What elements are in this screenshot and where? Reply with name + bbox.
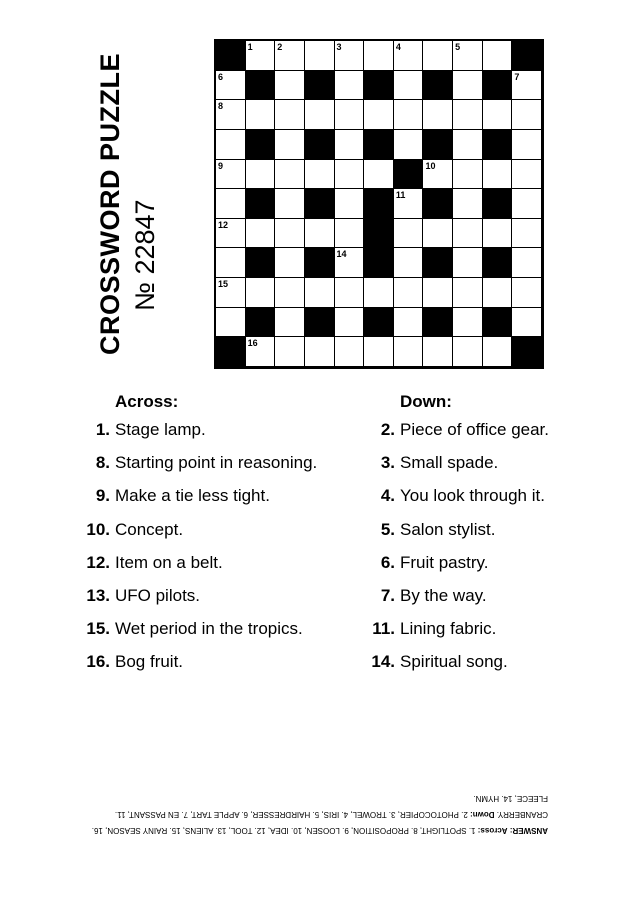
grid-cell[interactable]: [453, 248, 483, 278]
cell-number: 7: [514, 71, 520, 82]
puzzle-title: CROSSWORD PUZZLE: [95, 53, 125, 355]
clue-text: You look through it.: [400, 486, 545, 506]
clue-text: Stage lamp.: [115, 420, 206, 439]
grid-cell[interactable]: [305, 278, 335, 308]
grid-cell[interactable]: [275, 160, 305, 190]
grid-cell[interactable]: [364, 100, 394, 130]
grid-cell[interactable]: [246, 160, 276, 190]
black-cell: [423, 130, 453, 160]
grid-cell[interactable]: [394, 100, 424, 130]
grid-cell[interactable]: [335, 219, 365, 249]
grid-cell[interactable]: [512, 278, 542, 308]
grid-cell[interactable]: [216, 308, 246, 338]
black-cell: [512, 41, 542, 71]
cell-number: 12: [218, 219, 229, 230]
down-clue: [355, 652, 605, 685]
grid-cell[interactable]: [512, 219, 542, 249]
clue-text: Make a tie less tight.: [115, 486, 270, 506]
clue-text: Bog fruit.: [115, 652, 184, 672]
grid-cell[interactable]: [512, 308, 542, 338]
grid-cell[interactable]: [453, 278, 483, 308]
grid-cell[interactable]: [394, 248, 424, 278]
grid-cell[interactable]: [423, 278, 453, 308]
black-cell: [483, 308, 513, 338]
grid-cell[interactable]: [453, 41, 483, 71]
grid-cell[interactable]: [216, 248, 246, 278]
grid-cell[interactable]: [305, 337, 335, 367]
grid-cell[interactable]: [305, 41, 335, 71]
grid-cell[interactable]: [394, 189, 424, 219]
grid-cell[interactable]: [335, 337, 365, 367]
grid-cell[interactable]: [512, 248, 542, 278]
grid-cell[interactable]: [483, 41, 513, 71]
across-clue: [70, 652, 360, 685]
grid-cell[interactable]: [216, 278, 246, 308]
black-cell: [512, 337, 542, 367]
clue-text: Item on a belt.: [115, 552, 223, 572]
cell-number: 14: [336, 249, 347, 260]
black-cell: [305, 189, 335, 219]
cell-number: 13: [366, 219, 377, 230]
grid-cell[interactable]: [423, 160, 453, 190]
answer-across-text: 1. SPOTLIGHT, 8. PROPOSITION, 9. LOOSEN, 10. IDEA, 12. TOOL, 13. ALIENS, 15. RAINY SEASON, 16. CRANBERRY.: [91, 810, 548, 835]
clue-number: 12.: [86, 552, 110, 572]
grid-cell[interactable]: [394, 308, 424, 338]
clue-number: 11.: [372, 619, 395, 639]
grid-cell[interactable]: [453, 337, 483, 367]
black-cell: [246, 189, 276, 219]
down-clue: [355, 420, 605, 453]
down-clue: [355, 619, 605, 652]
grid-cell[interactable]: [512, 130, 542, 160]
black-cell: [364, 71, 394, 101]
grid-cell[interactable]: [335, 100, 365, 130]
cell-number: 10: [425, 160, 436, 171]
grid-cell[interactable]: [335, 130, 365, 160]
clue-text: Spiritual song.: [400, 652, 508, 672]
grid-cell[interactable]: [453, 219, 483, 249]
clue-number: 1.: [95, 420, 110, 439]
black-cell: [364, 248, 394, 278]
grid-cell[interactable]: [335, 278, 365, 308]
clue-number: 10.: [86, 519, 110, 539]
cell-number: 2: [277, 42, 283, 52]
across-clue: [70, 586, 360, 619]
black-cell: [246, 248, 276, 278]
down-clue: [355, 553, 605, 586]
black-cell: [364, 219, 394, 249]
clue-text: Starting point in reasoning.: [115, 453, 318, 473]
clue-number: 4.: [380, 486, 395, 506]
clue-text: Small spade.: [400, 453, 499, 473]
grid-cell[interactable]: [275, 100, 305, 130]
clue-number: 15.: [86, 619, 110, 639]
across-clues: [70, 392, 360, 686]
cell-number: 15: [218, 279, 229, 290]
cell-number: 6: [218, 71, 224, 82]
black-cell: [305, 71, 335, 101]
cell-number: 4: [395, 42, 401, 52]
black-cell: [216, 337, 246, 367]
cell-number: 1: [247, 42, 253, 52]
grid-cell[interactable]: [483, 160, 513, 190]
clue-text: Wet period in the tropics.: [115, 619, 303, 639]
black-cell: [305, 248, 335, 278]
black-cell: [246, 71, 276, 101]
black-cell: [394, 160, 424, 190]
grid-cell[interactable]: [453, 308, 483, 338]
grid-cell[interactable]: [335, 71, 365, 101]
grid-cell[interactable]: [394, 71, 424, 101]
black-cell: [246, 130, 276, 160]
across-clue: [70, 520, 360, 553]
grid-cell[interactable]: [216, 100, 246, 130]
grid-cell[interactable]: [394, 219, 424, 249]
black-cell: [364, 308, 394, 338]
black-cell: [364, 189, 394, 219]
across-clue: [70, 486, 360, 519]
grid-cell[interactable]: [423, 41, 453, 71]
answer-down-label: Down:: [470, 810, 495, 819]
clue-text: Concept.: [115, 519, 184, 539]
black-cell: [483, 189, 513, 219]
grid-cell[interactable]: [394, 41, 424, 71]
black-cell: [246, 308, 276, 338]
clue-number: 2.: [380, 420, 395, 439]
black-cell: [305, 130, 335, 160]
clue-text: UFO pilots.: [115, 585, 201, 605]
clue-number: 13.: [86, 585, 110, 605]
grid-cell[interactable]: [335, 308, 365, 338]
grid-cell[interactable]: [335, 160, 365, 190]
grid-cell[interactable]: [275, 337, 305, 367]
black-cell: [483, 71, 513, 101]
across-clue: [70, 420, 360, 453]
grid-cell[interactable]: [335, 189, 365, 219]
answer-across-label: Across:: [477, 826, 508, 835]
grid-cell[interactable]: [305, 219, 335, 249]
grid-cell[interactable]: [335, 41, 365, 71]
cell-number: 8: [218, 101, 224, 112]
grid-cell[interactable]: [246, 219, 276, 249]
clue-text: Salon stylist.: [400, 519, 496, 539]
grid-cell[interactable]: [483, 278, 513, 308]
down-clue: [355, 453, 605, 486]
black-cell: [423, 308, 453, 338]
grid-cell[interactable]: [394, 278, 424, 308]
grid-cell[interactable]: [364, 278, 394, 308]
clue-number: 14.: [371, 652, 395, 672]
grid-cell[interactable]: [305, 100, 335, 130]
grid-cell[interactable]: [453, 160, 483, 190]
grid-cell[interactable]: [364, 41, 394, 71]
grid-cell[interactable]: [453, 100, 483, 130]
clue-number: 8.: [95, 453, 110, 473]
clue-number: 5.: [380, 519, 395, 539]
grid-cell[interactable]: [246, 337, 276, 367]
grid-cell[interactable]: [483, 100, 513, 130]
cell-number: 3: [336, 42, 342, 52]
black-cell: [483, 130, 513, 160]
clue-text: Fruit pastry.: [400, 552, 489, 572]
clue-number: 9.: [95, 486, 110, 506]
clue-number: 6.: [380, 552, 395, 572]
grid-cell[interactable]: [216, 130, 246, 160]
down-heading: Down:: [400, 392, 452, 411]
grid-cell[interactable]: [394, 130, 424, 160]
black-cell: [216, 41, 246, 71]
black-cell: [423, 189, 453, 219]
grid-cell[interactable]: [275, 248, 305, 278]
grid-cell[interactable]: [275, 308, 305, 338]
grid-cell[interactable]: [216, 219, 246, 249]
clue-text: Piece of office gear.: [400, 420, 550, 439]
clue-number: 3.: [380, 453, 395, 473]
grid-cell[interactable]: [216, 160, 246, 190]
grid-cell[interactable]: [216, 189, 246, 219]
grid-cell[interactable]: [275, 219, 305, 249]
grid-cell[interactable]: [423, 219, 453, 249]
grid-cell[interactable]: [512, 71, 542, 101]
black-cell: [423, 71, 453, 101]
down-clue: [355, 586, 605, 619]
grid-cell[interactable]: [246, 278, 276, 308]
answer-label: ANSWER:: [509, 826, 548, 835]
grid-cell[interactable]: [512, 100, 542, 130]
grid-cell[interactable]: [364, 160, 394, 190]
across-clue: [70, 553, 360, 586]
cell-number: 11: [395, 190, 406, 201]
clue-text: By the way.: [400, 585, 487, 605]
cell-number: 16: [247, 338, 258, 349]
grid-cell[interactable]: [275, 71, 305, 101]
clue-number: 16.: [86, 652, 110, 672]
cell-number: 9: [218, 160, 224, 171]
grid-cell[interactable]: [246, 41, 276, 71]
grid-cell[interactable]: [483, 337, 513, 367]
grid-cell[interactable]: [423, 100, 453, 130]
grid-cell[interactable]: [512, 160, 542, 190]
grid-cell[interactable]: [512, 189, 542, 219]
answer-key: [88, 790, 548, 838]
cell-number: 5: [455, 42, 461, 52]
puzzle-title-block: [92, 45, 162, 355]
grid-cell[interactable]: [453, 71, 483, 101]
down-clues: [355, 392, 605, 686]
crossword-grid: [214, 39, 544, 369]
grid-cell[interactable]: [335, 248, 365, 278]
black-cell: [305, 308, 335, 338]
down-clue: [355, 486, 605, 519]
grid-cell[interactable]: [275, 41, 305, 71]
grid-cell[interactable]: [453, 189, 483, 219]
grid-cell[interactable]: [483, 219, 513, 249]
grid-cell[interactable]: [394, 337, 424, 367]
grid-cell[interactable]: [364, 337, 394, 367]
black-cell: [364, 130, 394, 160]
puzzle-number: № 22847: [130, 199, 160, 311]
answer-down-text: 2. PHOTOCOPIER, 3. TROWEL, 4. IRIS, 5. HAIRDRESSER, 6. APPLE TART, 7. EN PASSANT, 11. FLEECE, 14. HYMN.: [114, 794, 548, 819]
grid-cell[interactable]: [423, 337, 453, 367]
across-clue: [70, 619, 360, 652]
grid-cell[interactable]: [275, 278, 305, 308]
grid-cell[interactable]: [275, 189, 305, 219]
black-cell: [423, 248, 453, 278]
across-heading: Across:: [115, 392, 179, 411]
grid-cell[interactable]: [305, 160, 335, 190]
clue-text: Lining fabric.: [400, 619, 497, 639]
grid-cell[interactable]: [216, 71, 246, 101]
down-clue: [355, 520, 605, 553]
grid-cell[interactable]: [275, 130, 305, 160]
clue-number: 7.: [380, 585, 395, 605]
grid-cell[interactable]: [246, 100, 276, 130]
grid-cell[interactable]: [453, 130, 483, 160]
black-cell: [483, 248, 513, 278]
across-clue: [70, 453, 360, 486]
